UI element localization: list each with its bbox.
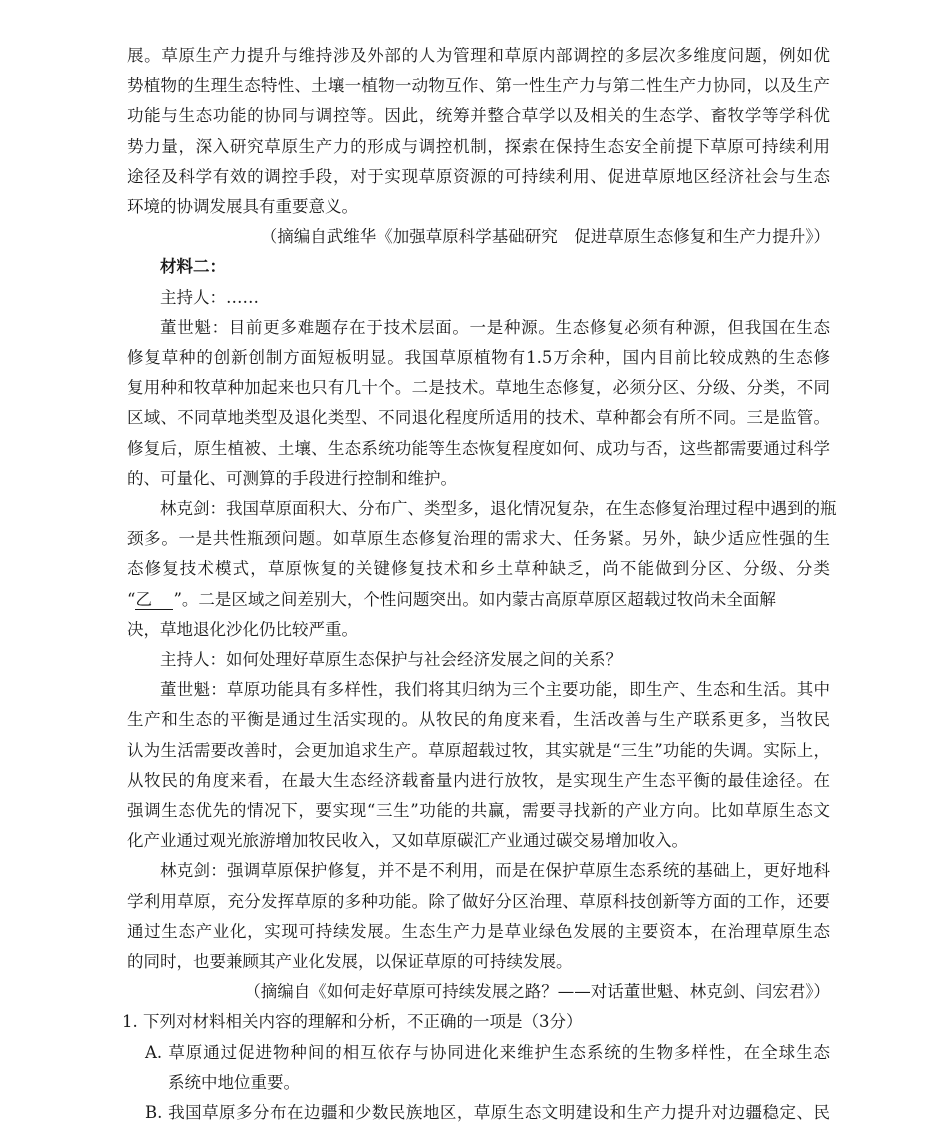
lin-paragraph-1-line-1: 林克剑：我国草原面积大、分布广、类型多，退化情况复杂，在生态修复治理过程中遇到的瓶	[160, 499, 837, 518]
dong-paragraph-1-line-2: 修复草种的创新创制方面短板明显。我国草原植物有1.5万余种，国内目前比较成熟的生态修	[127, 348, 830, 367]
lin-paragraph-1-line-5: 决，草地退化沙化仍比较严重。	[127, 619, 358, 639]
lin-paragraph-1-line-4	[127, 588, 830, 612]
material1-line-5: 途径及科学有效的调控手段，对于实现草原资源的可持续利用、促进草原地区经济社会与生态	[127, 166, 830, 186]
material1-line-3: 功能与生态功能的协同与调控等。因此，统筹并整合草学以及相关的生态学、畜牧学等学科优	[127, 106, 830, 126]
dong-paragraph-2-line-6: 化产业通过观光旅游增加牧民收入，又如草原碳汇产业通过碳交易增加收入。	[127, 831, 688, 851]
material1-line-4: 势力量，深入研究草原生产力的形成与调控机制，探索在保持生态安全前提下草原可持续利用	[127, 136, 830, 156]
material1-source: （摘编自武维华《加强草原科学基础研究 促进草原生态修复和生产力提升》）	[260, 227, 830, 247]
host-intro: 主持人：……	[160, 287, 259, 307]
dong-paragraph-2-line-1: 董世魁：草原功能具有多样性，我们将其归纳为三个主要功能，即生产、生态和生活。其中	[160, 680, 830, 700]
lin-paragraph-1-line-3: 态修复技术模式，草原恢复的关键修复技术和乡土草种缺乏，尚不能做到分区、分级、分类	[127, 559, 830, 579]
host-question: 主持人：如何处理好草原生态保护与社会经济发展之间的关系？	[160, 650, 622, 669]
dong-paragraph-2-line-5: 强调生态优先的情况下，要实现“三生”功能的共赢，需要寻找新的产业方向。比如草原生态文	[127, 801, 830, 820]
blank-close-text: ”。二是区域之间差别大，个性问题突出。如内蒙古高原草原区超载过牧尚未全面解	[173, 589, 776, 609]
question-1-stem: 1. 下列对材料相关内容的理解和分析，不正确的一项是（3分）	[122, 1012, 583, 1032]
dong-paragraph-2-line-4: 从牧民的角度来看，在最大生态经济载畜量内进行放牧，是实现生产生态平衡的最佳途径。在	[127, 770, 830, 790]
dong-paragraph-1-line-6: 的、可量化、可测算的手段进行控制和维护。	[127, 468, 457, 488]
material1-line-1: 展。草原生产力提升与维持涉及外部的人为管理和草原内部调控的多层次多维度问题，例如优	[127, 46, 830, 65]
blank-open-quote: “	[127, 589, 136, 609]
material1-line-6: 环境的协调发展具有重要意义。	[127, 197, 358, 216]
material1-line-2: 势植物的生理生态特性、土壤一植物一动物互作、第一性生产力与第二性生产力协同，以及生产	[127, 76, 830, 96]
dong-paragraph-1-line-4: 区域、不同草地类型及退化类型、不同退化程度所适用的技术、草种都会有所不同。三是监管。	[127, 408, 830, 428]
option-a-line-1: A. 草原通过促进物种间的相互依存与协同进化来维护生态系统的生物多样性，在全球生态	[145, 1042, 830, 1062]
dong-paragraph-1-line-1: 董世魁：目前更多难题存在于技术层面。一是种源。生态修复必须有种源，但我国在生态	[160, 317, 830, 337]
lin-paragraph-2-line-3: 通过生态产业化，实现可持续发展。生态生产力是草业绿色发展的主要资本，在治理草原生态	[127, 921, 830, 941]
lin-paragraph-1-line-2: 颈多。一是共性瓶颈问题。如草原生态修复治理的需求大、任务紧。另外，缺少适应性强的生	[127, 529, 830, 549]
dong-paragraph-1-line-3: 复用种和牧草种加起来也只有几十个。二是技术。草地生态修复，必须分区、分级、分类，不同	[127, 378, 830, 398]
lin-paragraph-2-line-4: 的同时，也要兼顾其产业化发展，以保证草原的可持续发展。	[127, 952, 573, 971]
material2-heading: 材料二：	[160, 257, 226, 277]
dong-paragraph-1-line-5: 修复后，原生植被、土壤、生态系统功能等生态恢复程度如何、成功与否，这些都需要通过科学	[127, 438, 830, 458]
dong-paragraph-2-line-2: 生产和生态的平衡是通过生活实现的。从牧民的角度来看，生活改善与生产联系更多，当牧民	[127, 710, 830, 730]
fill-in-blank-yi: 乙	[135, 591, 173, 610]
material2-source: （摘编自《如何走好草原可持续发展之路？——对话董世魁、林克剑、闫宏君》）	[244, 982, 830, 1002]
option-a-line-2: 系统中地位重要。	[168, 1072, 300, 1092]
lin-paragraph-2-line-1: 林克剑：强调草原保护修复，并不是不利用，而是在保护草原生态系统的基础上，更好地科	[160, 861, 830, 881]
lin-paragraph-2-line-2: 学利用草原，充分发挥草原的多种功能。除了做好分区治理、草原科技创新等方面的工作，还要	[127, 891, 830, 911]
option-b-line-1: B. 我国草原多分布在边疆和少数民族地区，草原生态文明建设和生产力提升对边疆稳定、民	[145, 1103, 830, 1122]
dong-paragraph-2-line-3: 认为生活需要改善时，会更加追求生产。草原超载过牧，其实就是“三生”功能的失调。实际上，	[127, 740, 830, 760]
